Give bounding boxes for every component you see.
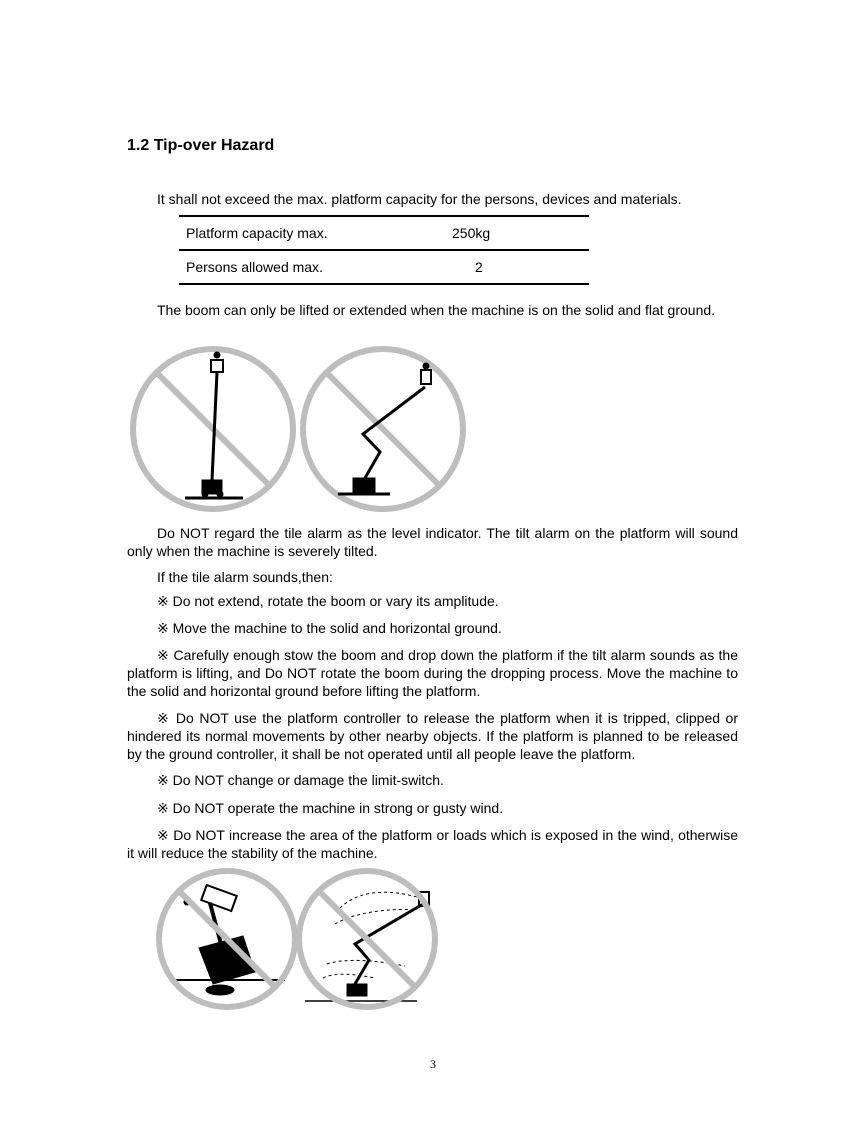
if-alarm-paragraph: If the tile alarm sounds,then: bbox=[157, 569, 333, 585]
list-item: ※ Do NOT operate the machine in strong or gusty wind. bbox=[157, 800, 504, 816]
list-item: ※ Move the machine to the solid and horizontal ground. bbox=[157, 620, 502, 636]
tipping-wind-prohibition-figure bbox=[155, 868, 445, 1013]
table-row bbox=[179, 250, 589, 284]
list-item: ※ Do NOT use the platform controller to release the platform when it is tripped, clipped or hindered its normal movements by other nearby objects. If the platform is planned to be released by the ground controller, it shall be not operated until all people leave the platform. bbox=[127, 710, 738, 762]
capacity-table bbox=[179, 215, 589, 285]
table-cell-label: Persons allowed max. bbox=[179, 250, 452, 284]
list-item: ※ Do NOT change or damage the limit-switch. bbox=[157, 772, 444, 788]
list-item: ※ Do NOT increase the area of the platform or loads which is exposed in the wind, otherwise it will reduce the stability of the machine. bbox=[127, 827, 738, 861]
intro-paragraph: It shall not exceed the max. platform capacity for the persons, devices and materials. bbox=[157, 191, 682, 207]
prohibition-icon bbox=[303, 349, 463, 509]
straight-boom-lift-icon bbox=[185, 352, 243, 498]
page-title: 1.2 Tip-over Hazard bbox=[127, 137, 275, 154]
table-cell-value: 2 bbox=[452, 250, 589, 284]
list-item: ※ Do not extend, rotate the boom or vary its amplitude. bbox=[157, 593, 499, 609]
list-item: ※ Carefully enough stow the boom and drop down the platform if the tilt alarm sounds as the platform is lifting, and Do NOT rotate the boom during the dropping process. Move the machine to the solid and horizontal ground before lifting the platform. bbox=[127, 647, 738, 699]
slope-prohibition-figure bbox=[125, 342, 470, 517]
page-number: 3 bbox=[430, 1057, 436, 1071]
tilt-alarm-paragraph: Do NOT regard the tile alarm as the level indicator. The tilt alarm on the platform will sound only when the machine is severely tilted. bbox=[127, 525, 738, 559]
table-row bbox=[179, 216, 589, 250]
table-cell-value: 250kg bbox=[452, 216, 589, 250]
table-cell-label: Platform capacity max. bbox=[179, 216, 452, 250]
boom-ground-paragraph: The boom can only be lifted or extended when the machine is on the solid and flat ground. bbox=[157, 302, 716, 318]
